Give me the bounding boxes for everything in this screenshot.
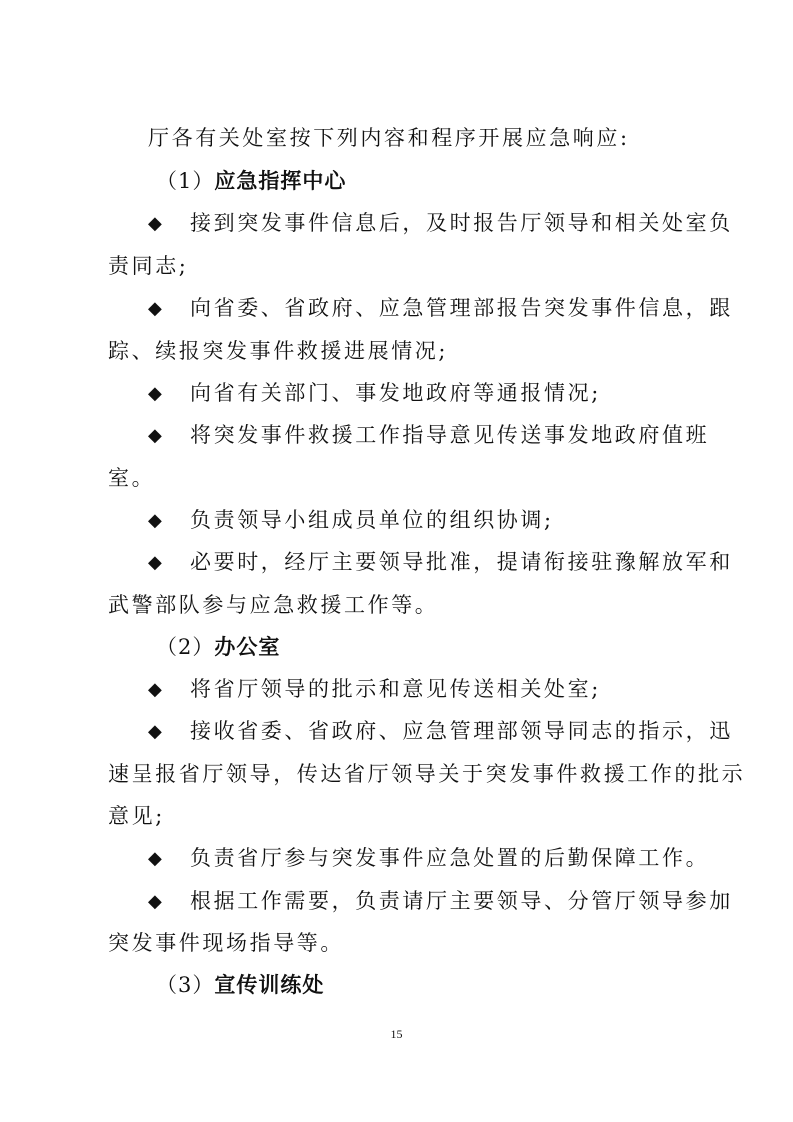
list-item-continuation: 意见; — [108, 804, 165, 828]
list-item: ◆ 负责领导小组成员单位的组织协调; — [148, 505, 738, 536]
section-number: （2） — [156, 635, 215, 659]
list-item-continuation: 突发事件现场指导等。 — [108, 931, 344, 955]
diamond-bullet-icon: ◆ — [148, 383, 165, 404]
section-heading — [156, 970, 746, 1000]
list-item: ◆ 将突发事件救援工作指导意见传送事发地政府值班 — [148, 420, 738, 451]
diamond-bullet-icon: ◆ — [148, 552, 165, 573]
section-title: 办公室 — [214, 634, 281, 659]
section-heading — [156, 166, 746, 196]
section-title: 应急指挥中心 — [214, 168, 347, 193]
diamond-bullet-icon: ◆ — [148, 425, 165, 446]
diamond-bullet-icon: ◆ — [148, 679, 165, 700]
list-item: ◆ 接到突发事件信息后，及时报告厅领导和相关处室负 — [148, 208, 738, 239]
list-item: ◆ 根据工作需要，负责请厅主要领导、分管厅领导参加 — [148, 886, 738, 917]
page-number: 15 — [390, 1027, 403, 1041]
section-number: （3） — [156, 973, 215, 997]
section-title: 宣传训练处 — [214, 972, 325, 997]
diamond-bullet-icon: ◆ — [148, 721, 165, 742]
diamond-bullet-icon: ◆ — [148, 298, 165, 319]
list-item: ◆ 将省厅领导的批示和意见传送相关处室; — [148, 674, 738, 705]
intro-paragraph: 厅各有关处室按下列内容和程序开展应急响应: — [148, 126, 630, 150]
list-item: ◆ 负责省厅参与突发事件应急处置的后勤保障工作。 — [148, 843, 738, 874]
list-item-continuation: 室。 — [108, 466, 156, 490]
list-item: ◆ 必要时，经厅主要领导批准，提请衔接驻豫解放军和 — [148, 547, 738, 578]
diamond-bullet-icon: ◆ — [148, 891, 165, 912]
diamond-bullet-icon: ◆ — [148, 213, 165, 234]
list-item-continuation: 速呈报省厅领导，传达省厅领导关于突发事件救援工作的批示 — [108, 762, 746, 786]
list-item-continuation: 责同志; — [108, 254, 189, 278]
list-item: ◆ 向省委、省政府、应急管理部报告突发事件信息，跟 — [148, 293, 738, 324]
diamond-bullet-icon: ◆ — [148, 848, 165, 869]
diamond-bullet-icon: ◆ — [148, 510, 165, 531]
list-item-continuation: 武警部队参与应急救援工作等。 — [108, 593, 439, 617]
list-item-continuation: 踪、续报突发事件救援进展情况; — [108, 339, 449, 363]
section-heading — [156, 632, 746, 662]
list-item: ◆ 接收省委、省政府、应急管理部领导同志的指示，迅 — [148, 716, 738, 747]
list-item: ◆ 向省有关部门、事发地政府等通报情况; — [148, 378, 738, 409]
section-number: （1） — [156, 169, 215, 193]
